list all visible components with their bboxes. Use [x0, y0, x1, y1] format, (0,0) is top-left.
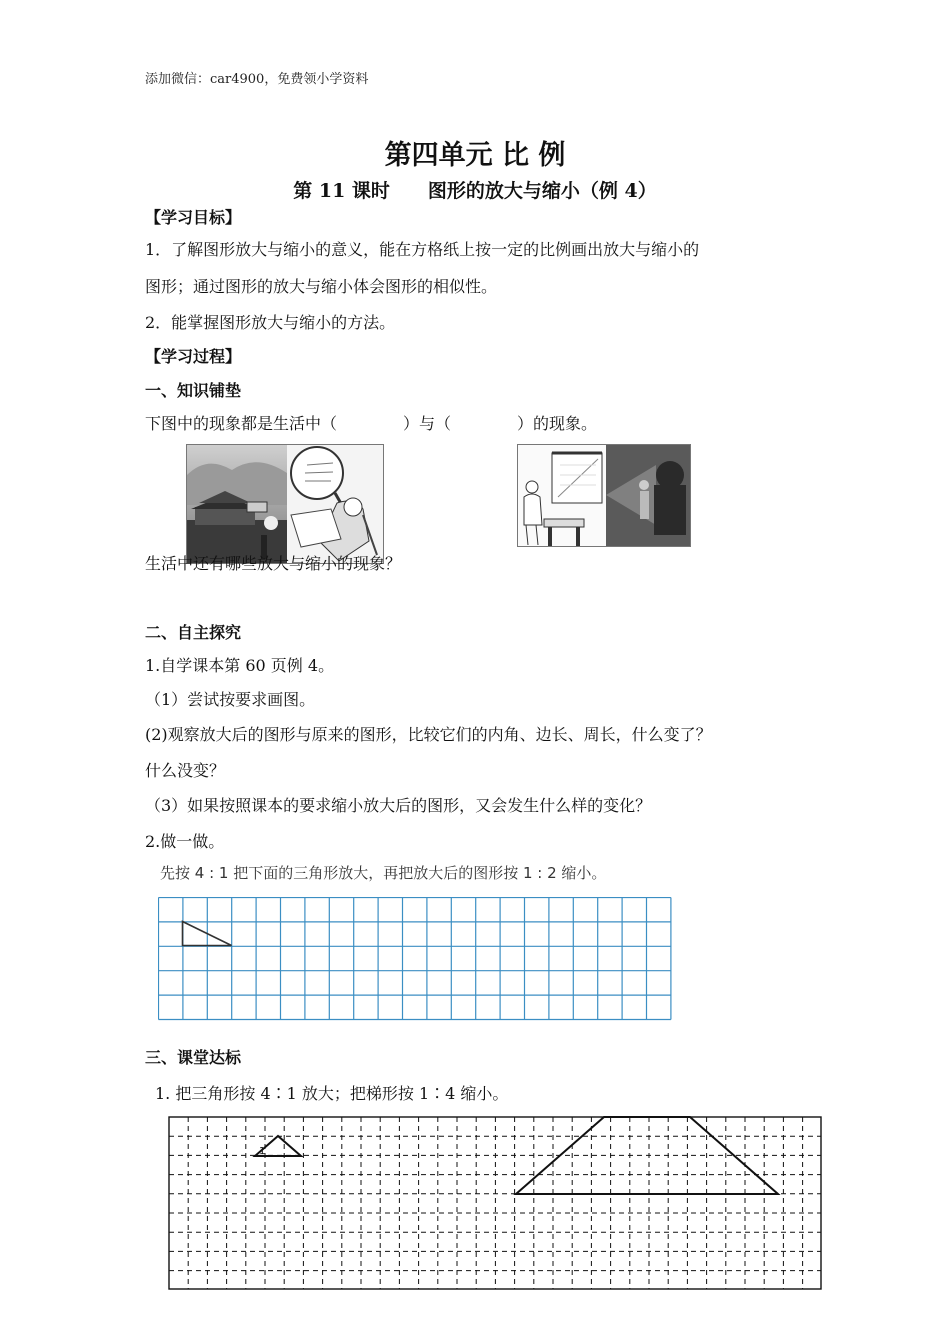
section-2-sub-3: （3）如果按照课本的要求缩小放大后的图形，又会发生什么样的变化？: [145, 796, 652, 815]
process-heading: 【学习过程】: [145, 347, 242, 366]
page-header: 添加微信：car4900，免费领小学资料: [145, 72, 369, 87]
section-2-sub-2-line-2: 什么没变？: [145, 761, 226, 780]
lesson-number: 第 11 课时: [293, 180, 390, 202]
exercise-instruction: 先按 4 : 1 把下面的三角形放大，再把放大后的图形按 1 : 2 缩小。: [160, 864, 607, 882]
goal-1-line-2: 图形；通过图形的放大与缩小体会图形的相似性。: [145, 277, 498, 296]
section-1-question: 生活中还有哪些放大与缩小的现象？: [145, 554, 402, 573]
blue-square-grid: [158, 897, 674, 1023]
goal-1-line-1: 1．了解图形放大与缩小的意义，能在方格纸上按一定的比例画出放大与缩小的: [145, 240, 700, 259]
section-2-item-1: 1.自学课本第 60 页例 4。: [145, 656, 335, 675]
lesson-name: 图形的放大与缩小（例 4）: [427, 180, 657, 202]
triangle-label: 1: [259, 1146, 266, 1157]
dashed-square-grid: [166, 1114, 822, 1292]
section-2-sub-1: （1）尝试按要求画图。: [145, 690, 316, 709]
section-2-heading: 二、自主探究: [145, 623, 242, 642]
section-2-sub-2-line-1: (2)观察放大后的图形与原来的图形，比较它们的内角、边长、周长，什么变了？: [145, 725, 712, 744]
fill-blank-sentence: 下图中的现象都是生活中（ ）与（ ）的现象。: [145, 414, 598, 433]
unit-title: 第四单元 比 例: [384, 140, 566, 171]
section-2-item-2: 2.做一做。: [145, 832, 225, 851]
section-1-heading: 一、知识铺垫: [145, 381, 242, 400]
goal-2: 2．能掌握图形放大与缩小的方法。: [145, 313, 396, 332]
photo-projector-shadow: [517, 444, 691, 547]
section-3-heading: 三、课堂达标: [145, 1048, 242, 1067]
photo-tiananmen-magnifier: [186, 444, 384, 564]
lesson-title: [0, 176, 950, 203]
goals-heading: 【学习目标】: [145, 208, 242, 227]
section-3-item-1: 1. 把三角形按 4∶1 放大；把梯形按 1∶4 缩小。: [155, 1084, 509, 1103]
